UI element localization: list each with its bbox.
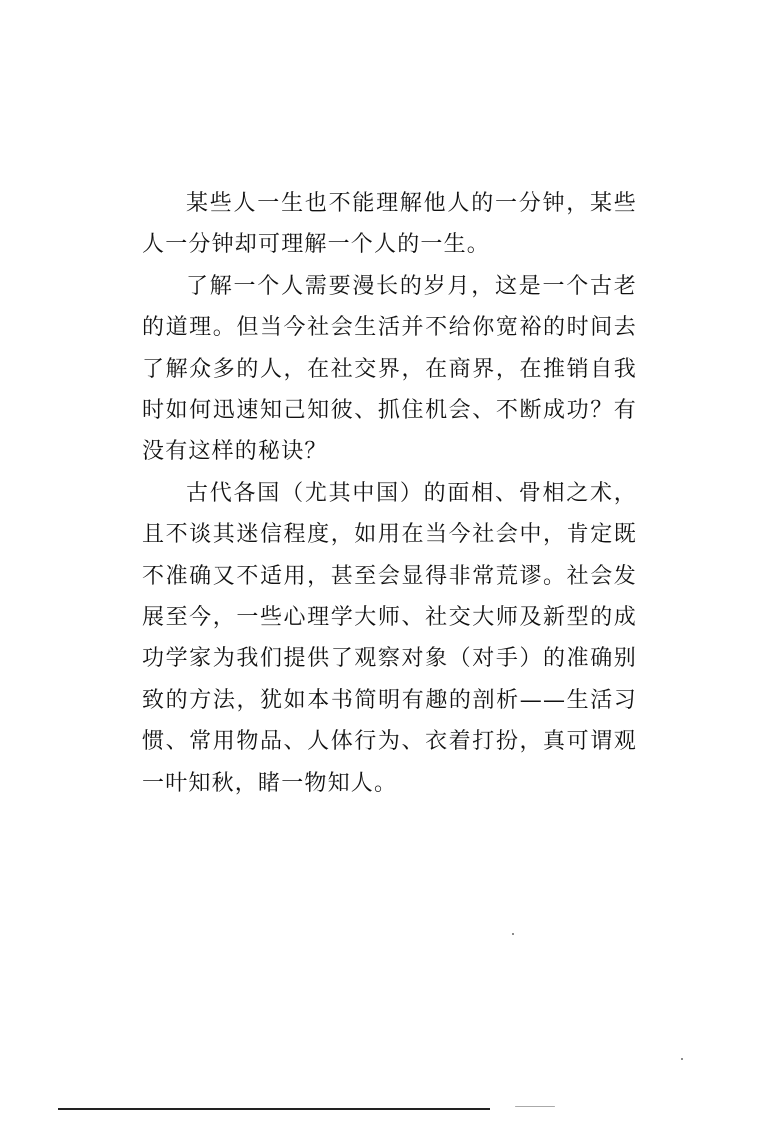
paragraph-2: 了解一个人需要漫长的岁月，这是一个古老的道理。但当今社会生活并不给你宽裕的时间去了解众多的人，在社交界，在商界，在推销自我时如何迅速知己知彼、抓住机会、不断成功？有没有这样的秘诀？ <box>142 273 637 465</box>
paragraph-3: 古代各国（尤其中国）的面相、骨相之术，且不谈其迷信程度，如用在当今社会中，肯定既不准确又不适用，甚至会显得非常荒谬。社会发展至今，一些心理学大师、社交大师及新型的成功学家为我们提供了观察对象（对手）的准确别致的方法，犹如本书简明有趣的剖析——生活习惯、常用物品、人体行为、衣着打扮，真可谓观一叶知秋，睹一物知人。 <box>142 480 637 796</box>
scan-speck <box>681 1058 683 1060</box>
bottom-rule <box>58 1108 490 1110</box>
body-text <box>142 183 637 804</box>
scan-speck <box>515 1106 555 1107</box>
scan-speck <box>512 933 514 935</box>
paragraph-1: 某些人一生也不能理解他人的一分钟，某些人一分钟却可理解一个人的一生。 <box>142 191 637 258</box>
